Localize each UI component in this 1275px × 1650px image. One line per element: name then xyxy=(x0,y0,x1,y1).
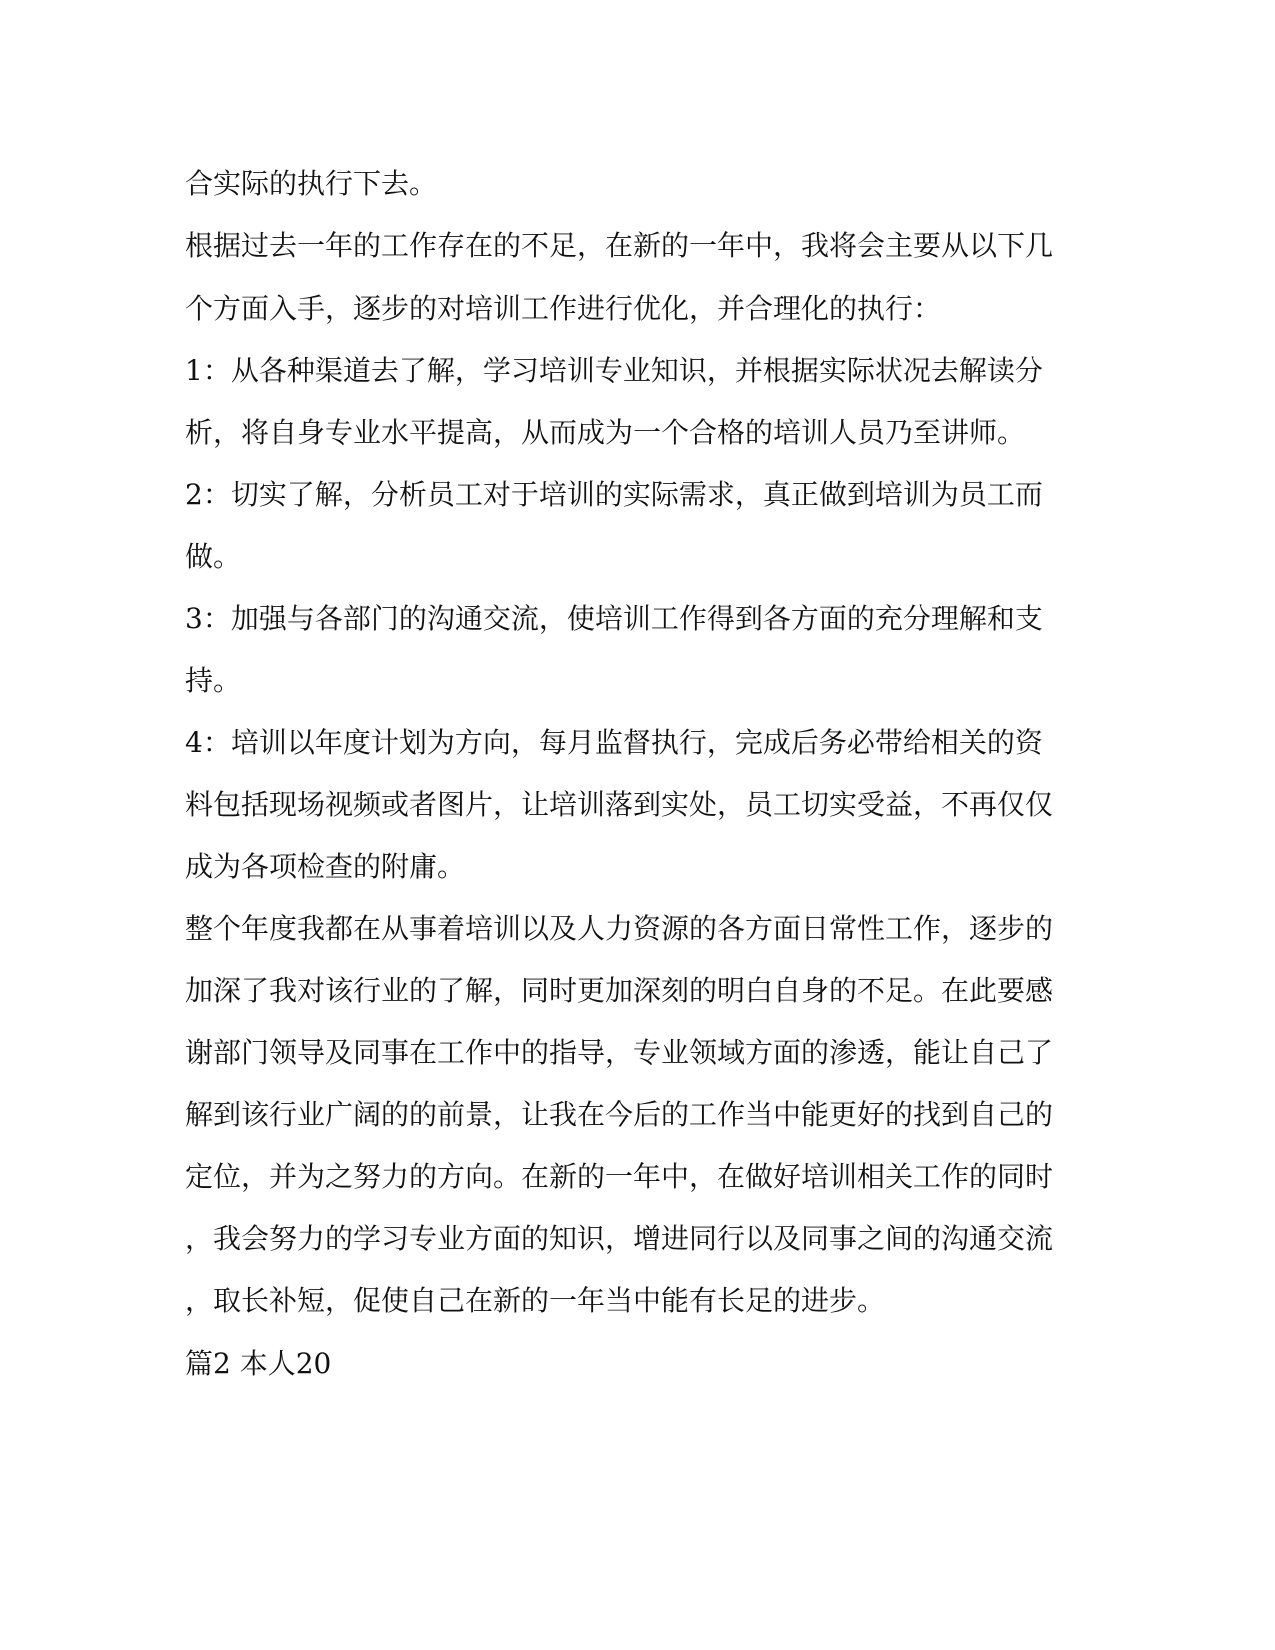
text-line: ，取长补短，促使自己在新的一年当中能有长足的进步。 xyxy=(185,1284,886,1317)
text-line: 3：加强与各部门的沟通交流，使培训工作得到各方面的充分理解和支 xyxy=(185,602,1043,635)
text-line: 加深了我对该行业的了解，同时更加深刻的明白自身的不足。在此要感 xyxy=(185,974,1054,1007)
text-line: 成为各项检查的附庸。 xyxy=(185,850,466,883)
text-line: 篇2 本人20 xyxy=(185,1347,332,1380)
text-line: 析，将自身专业水平提高，从而成为一个合格的培训人员乃至讲师。 xyxy=(185,416,1026,449)
text-line: 1：从各种渠道去了解，学习培训专业知识，并根据实际状况去解读分 xyxy=(185,354,1043,387)
text-line: 解到该行业广阔的的前景，让我在今后的工作当中能更好的找到自己的 xyxy=(185,1098,1054,1131)
text-line: ，我会努力的学习专业方面的知识，增进同行以及同事之间的沟通交流 xyxy=(185,1222,1054,1255)
text-line: 4：培训以年度计划为方向，每月监督执行，完成后务必带给相关的资 xyxy=(185,726,1043,759)
text-line: 根据过去一年的工作存在的不足，在新的一年中，我将会主要从以下几 xyxy=(185,229,1054,262)
text-line: 料包括现场视频或者图片，让培训落到实处，员工切实受益，不再仅仅 xyxy=(185,788,1054,821)
text-line: 做。 xyxy=(185,540,242,573)
text-line: 2：切实了解，分析员工对于培训的实际需求，真正做到培训为员工而 xyxy=(185,478,1043,511)
text-line: 持。 xyxy=(185,664,242,697)
text-line: 定位，并为之努力的方向。在新的一年中，在做好培训相关工作的同时 xyxy=(185,1160,1054,1193)
text-line: 谢部门领导及同事在工作中的指导，专业领域方面的渗透，能让自己了 xyxy=(185,1036,1054,1069)
text-line: 个方面入手，逐步的对培训工作进行优化，并合理化的执行： xyxy=(185,292,942,325)
text-line: 整个年度我都在从事着培训以及人力资源的各方面日常性工作，逐步的 xyxy=(185,912,1054,945)
text-line: 合实际的执行下去。 xyxy=(185,167,438,200)
